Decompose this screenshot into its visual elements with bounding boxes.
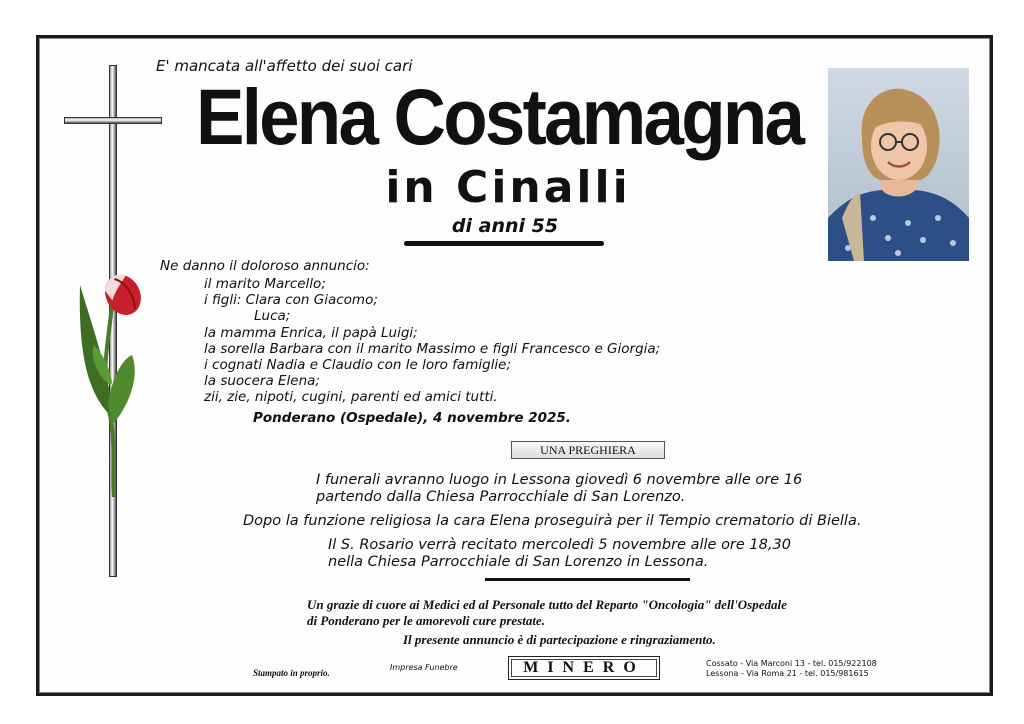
mourner-line: la suocera Elena;	[204, 373, 320, 390]
announcement-lead: Ne danno il doloroso annuncio:	[160, 258, 370, 274]
mourner-line: la sorella Barbara con il marito Massimo e figli Francesco e Giorgia;	[204, 340, 661, 357]
portrait-photo	[828, 68, 969, 261]
thanks-line: di Ponderano per le amorevoli cure prestate.	[307, 613, 545, 628]
mourner-line: il marito Marcello;	[204, 276, 326, 292]
divider	[485, 578, 690, 581]
cross-crossbar	[64, 117, 162, 124]
funeral-line: partendo dalla Chiesa Parrocchiale di San Lorenzo.	[316, 489, 686, 505]
mourner-line: la mamma Enrica, il papà Luigi;	[204, 324, 418, 341]
intro-text: E' mancata all'affetto dei suoi cari	[156, 57, 413, 75]
printed-note: Stampato in proprio.	[253, 668, 330, 678]
mourner-line: zii, zie, nipoti, cugini, parenti ed amici tutti.	[204, 389, 498, 406]
rosary-line: Il S. Rosario verrà recitato mercoledì 5 novembre alle ore 18,30	[328, 537, 791, 553]
tulip-icon	[70, 265, 150, 505]
mourners-list	[204, 276, 660, 406]
thanks-line: Il presente annuncio è di partecipazione e ringraziamento.	[403, 632, 716, 647]
married-name: in Cinalli	[385, 162, 631, 213]
thanks-line: Un grazie di cuore ai Medici ed al Personale tutto del Reparto "Oncologia" dell'Ospedale	[307, 597, 787, 612]
funeral-line: I funerali avranno luogo in Lessona giovedì 6 novembre alle ore 16	[316, 472, 803, 488]
funeral-line: Dopo la funzione religiosa la cara Elena proseguirà per il Tempio crematorio di Biella.	[243, 513, 862, 529]
agency-label: Impresa Funebre	[390, 663, 458, 672]
age-text: di anni 55	[451, 215, 559, 237]
mourner-line: i figli: Clara con Giacomo;	[204, 292, 378, 309]
agency-address: Cossato - Via Marconi 13 - tel. 015/922108	[706, 659, 877, 668]
agency-logo: MINERO	[508, 656, 660, 680]
mourner-line: i cognati Nadia e Claudio con le loro famiglie;	[204, 357, 512, 374]
mourner-line: Luca;	[254, 308, 291, 325]
prayer-button[interactable]: UNA PREGHIERA	[511, 441, 665, 459]
place-date: Ponderano (Ospedale), 4 novembre 2025.	[253, 410, 571, 426]
agency-address: Lessona - Via Roma 21 - tel. 015/981615	[706, 669, 869, 678]
rosary-line: nella Chiesa Parrocchiale di San Lorenzo in Lessona.	[328, 554, 709, 570]
divider	[404, 241, 604, 246]
deceased-name: Elena Costamagna	[196, 72, 803, 161]
